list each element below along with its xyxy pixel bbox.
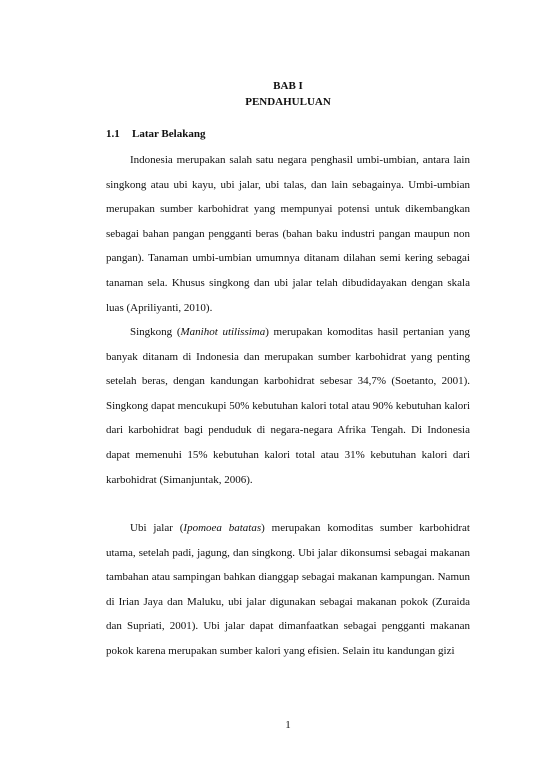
section-heading [106, 126, 205, 142]
section-number: 1.1 [106, 128, 120, 140]
paragraph-2-lead: Singkong ( [130, 326, 181, 338]
page-number: 1 [285, 719, 291, 731]
scientific-name-singkong: Manihot utilissima [180, 326, 266, 338]
chapter-title: PENDAHULUAN [245, 96, 331, 108]
section-title: Latar Belakang [132, 128, 206, 140]
chapter-number: BAB I [273, 80, 303, 92]
paragraph-2 [106, 320, 470, 492]
paragraph-2-rest: ) merupakan komoditas hasil pertanian yang banyak ditanam di Indonesia dan merupakan sumber karbohidrat yang penting setelah beras, dengan kandungan karbohidrat sebesar 34,7% (Soetanto, 2001). Singkong dapat mencukupi 50% kebutuhan kalori total atau 90% kebutuhan kalori dari karbohidrat bagi penduduk di negara-negara Afrika Tengah. Di Indonesia dapat memenuhi 15% kebutuhan kalori total atau 31% kebutuhan kalori dari karbohidrat (Simanjuntak, 2006). [106, 326, 470, 486]
paragraph-3 [106, 516, 470, 664]
paragraph-3-rest: ) merupakan komoditas sumber karbohidrat utama, setelah padi, jagung, dan singkong. Ubi jalar dikonsumsi sebagai makanan tambahan atau sampingan bahkan dianggap sebagai makanan kampungan. Namun di Irian Jaya dan Maluku, ubi jalar digunakan sebagai makanan pokok (Zuraida dan Supriati, 2001). Ubi jalar dapat dimanfaatkan sebagai pengganti makanan pokok karena merupakan sumber kalori yang efisien. Selain itu kandungan gizi [106, 522, 470, 657]
paragraph-3-lead: Ubi jalar ( [130, 522, 184, 534]
paragraph-1: Indonesia merupakan salah satu negara penghasil umbi-umbian, antara lain singkong atau ubi kayu, ubi jalar, ubi talas, dan lain sebagainya. Umbi-umbian merupakan sumber karbohidrat yang mempunyai potensi untuk dikembangkan sebagai bahan pangan pengganti beras (bahan baku industri pangan maupun non pangan). Tanaman umbi-umbian umumnya ditanam dilahan semi kering sebagai tanaman sela. Khusus singkong dan ubi jalar telah dibudidayakan dengan skala luas (Apriliyanti, 2010). [106, 154, 470, 314]
scientific-name-ubi-jalar: Ipomoea batatas [183, 522, 262, 534]
